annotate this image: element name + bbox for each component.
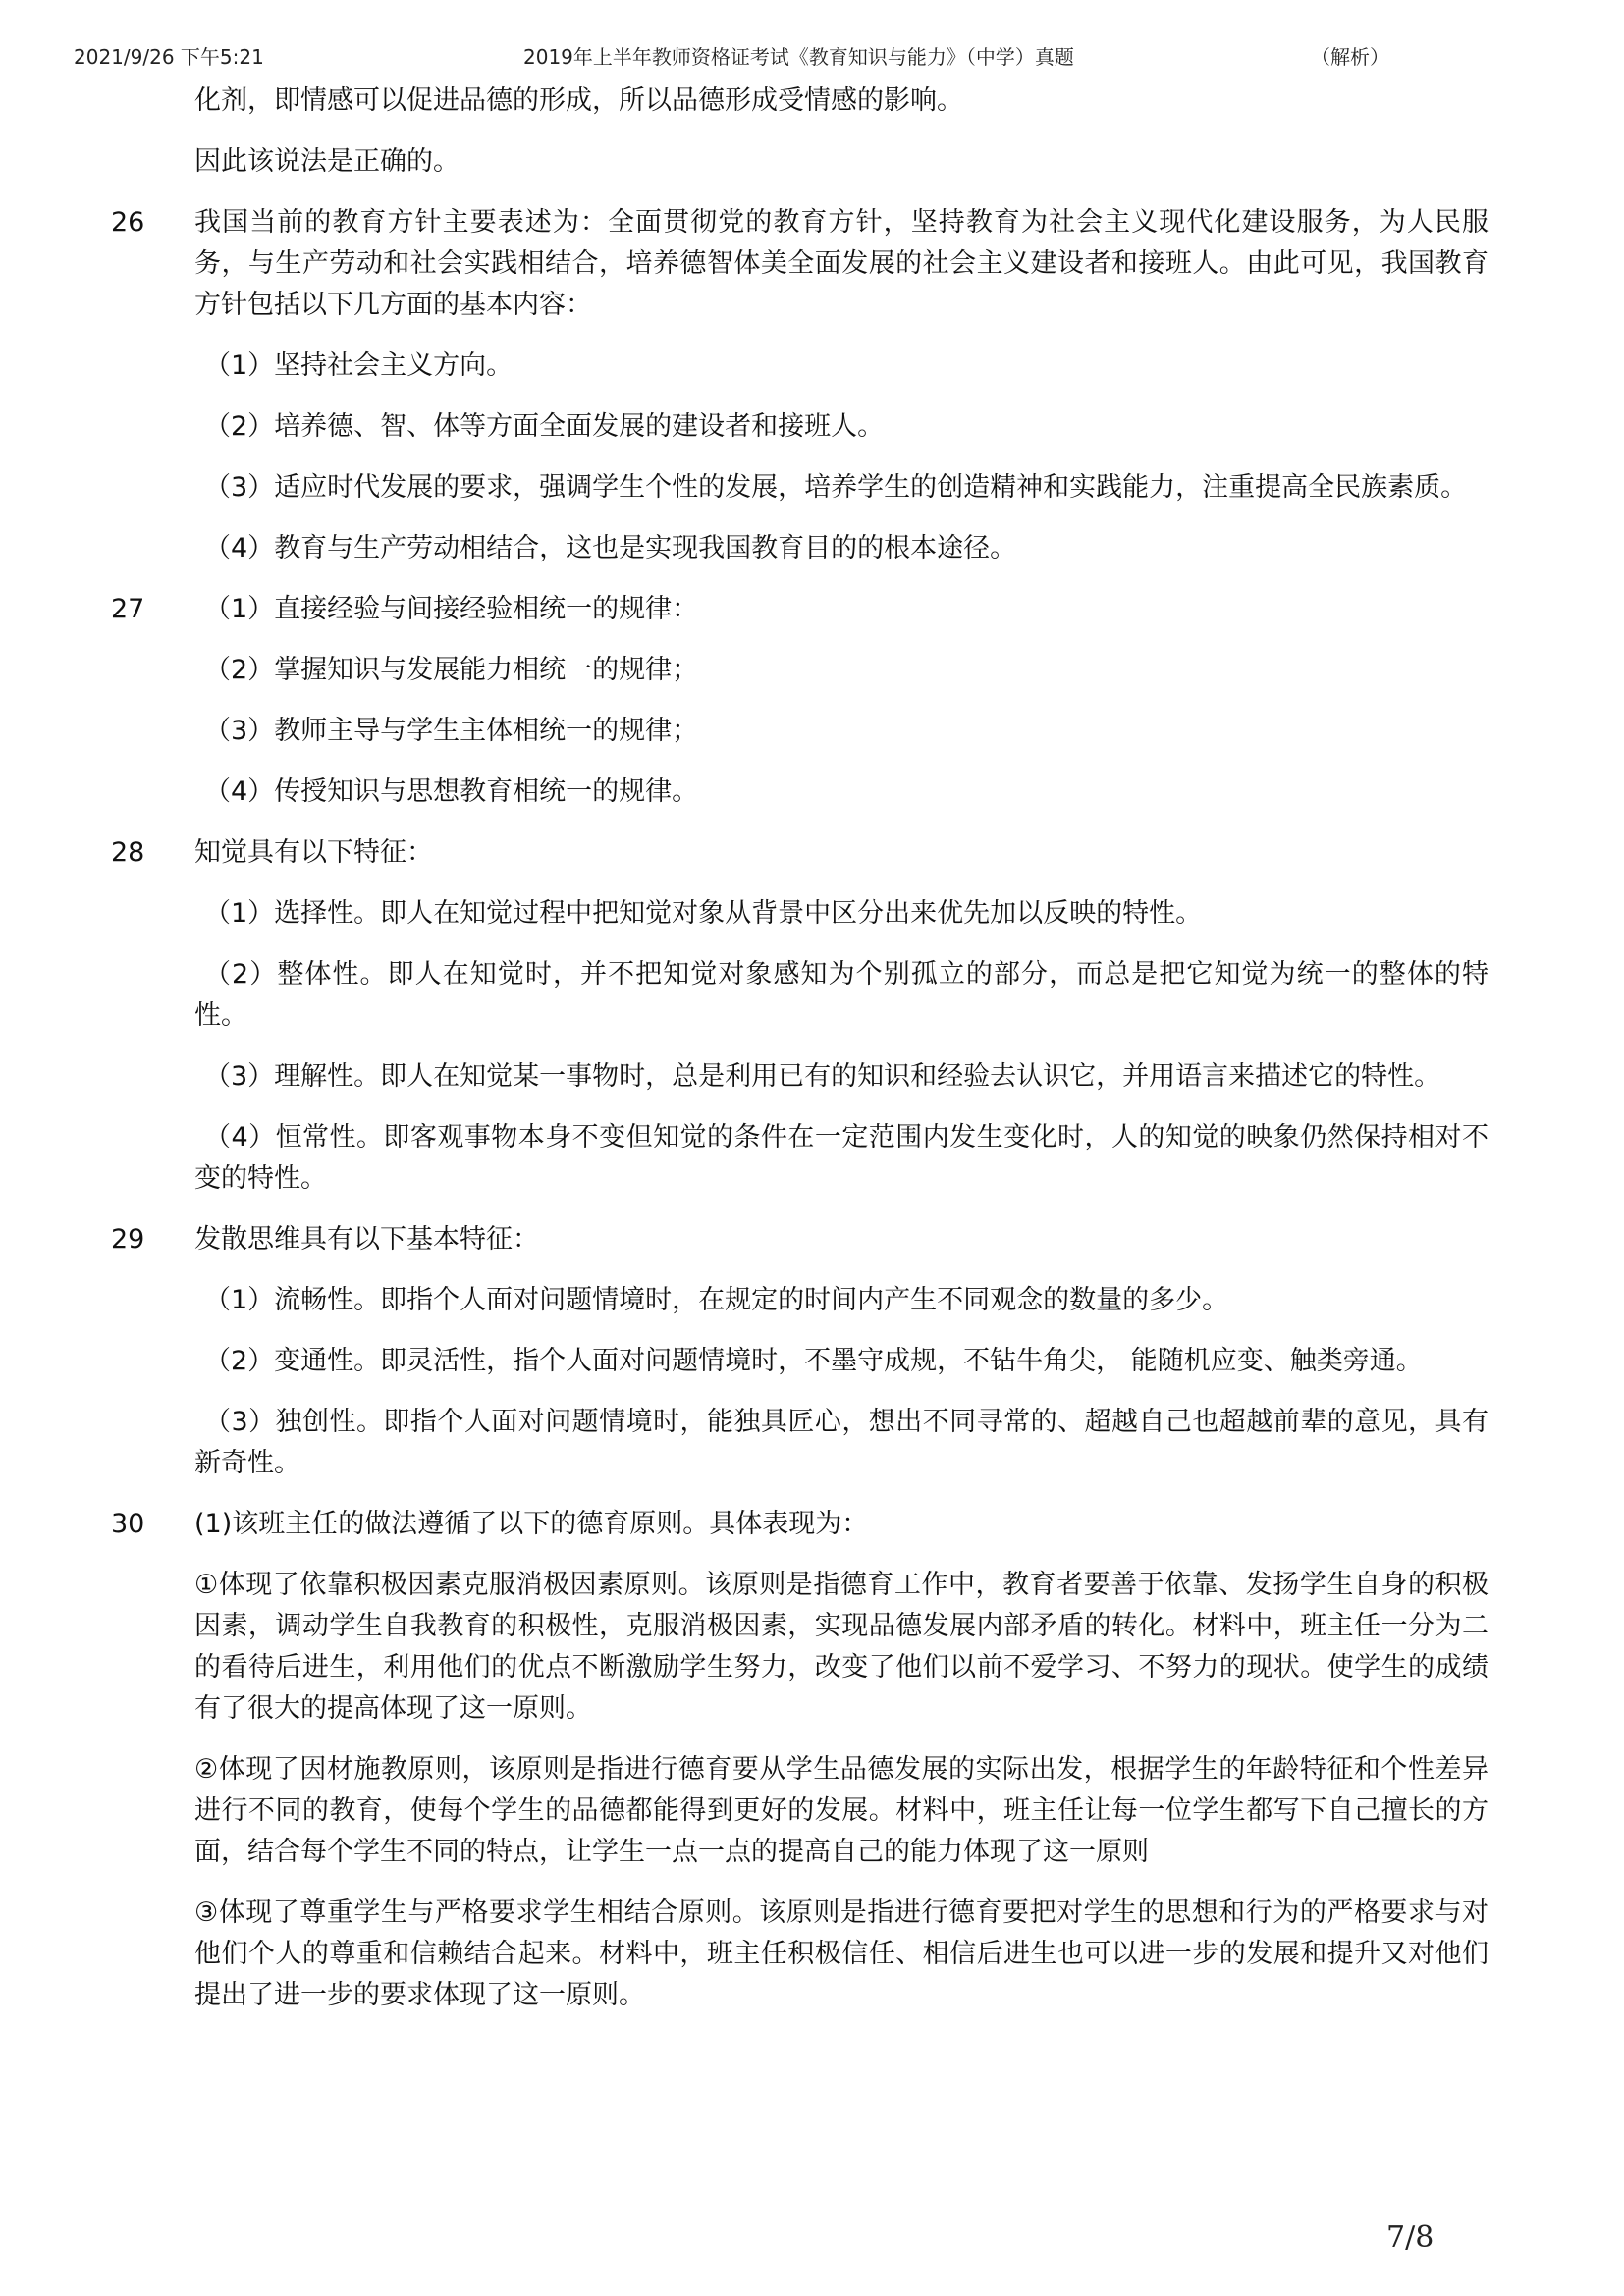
- answer-paragraph: [0, 1117, 1624, 1200]
- answer-content: [0, 80, 1624, 2036]
- paragraph-text: 因此该说法是正确的。: [194, 146, 460, 177]
- answer-paragraph: [0, 406, 1624, 448]
- page-header: [0, 41, 1624, 71]
- answer-paragraph: [0, 650, 1624, 691]
- paragraph-text: （4）传授知识与思想教育相统一的规律。: [204, 776, 699, 807]
- answer-paragraph: [0, 1749, 1624, 1873]
- answer-paragraph: [0, 589, 1624, 630]
- answer-paragraph: [0, 346, 1624, 387]
- page-number: 7/8: [1386, 2220, 1435, 2255]
- answer-paragraph: [0, 711, 1624, 752]
- paragraph-text: （3）理解性。即人在知觉某一事物时，总是利用已有的知识和经验去认识它，并用语言来描述它的特性。: [204, 1061, 1441, 1092]
- paragraph-text: （3）教师主导与学生主体相统一的规律；: [204, 716, 699, 746]
- paragraph-text: 我国当前的教育方针主要表述为：全面贯彻党的教育方针，坚持教育为社会主义现代化建设服务，为人民服务，与生产劳动和社会实践相结合，培养德智体美全面发展的社会主义建设者和接班人。由此可见，我国教育方针包括以下几方面的基本内容：: [194, 207, 1489, 320]
- answer-paragraph: [0, 1341, 1624, 1382]
- question-number: 29: [111, 1224, 145, 1255]
- paragraph-text: （2）变通性。即灵活性，指个人面对问题情境时，不墨守成规，不钻牛角尖， 能随机应变、触类旁通。: [204, 1346, 1423, 1376]
- question-number: 27: [111, 594, 145, 624]
- paragraph-text: 发散思维具有以下基本特征：: [194, 1224, 539, 1255]
- answer-paragraph: [0, 1402, 1624, 1484]
- paragraph-text: （2）整体性。即人在知觉时，并不把知觉对象感知为个别孤立的部分，而总是把它知觉为统一的整体的特性。: [194, 959, 1489, 1031]
- answer-paragraph: [0, 80, 1624, 122]
- answer-paragraph: [0, 528, 1624, 569]
- answer-paragraph: [0, 202, 1624, 326]
- paragraph-text: （1）直接经验与间接经验相统一的规律：: [204, 594, 699, 624]
- document-note: （解析）: [1311, 45, 1389, 69]
- paragraph-text: ①体现了依靠积极因素克服消极因素原则。该原则是指德育工作中，教育者要善于依靠、发扬学生自身的积极因素，调动学生自我教育的积极性，克服消极因素，实现品德发展内部矛盾的转化。材料中，班主任一分为二的看待后进生，利用他们的优点不断激励学生努力，改变了他们以前不爱学习、不努力的现状。使学生的成绩有了很大的提高体现了这一原则。: [194, 1570, 1489, 1724]
- paragraph-text: ②体现了因材施教原则，该原则是指进行德育要从学生品德发展的实际出发，根据学生的年龄特征和个性差异进行不同的教育，使每个学生的品德都能得到更好的发展。材料中，班主任让每一位学生都写下自己擅长的方面，结合每个学生不同的特点，让学生一点一点的提高自己的能力体现了这一原则: [194, 1754, 1489, 1867]
- paragraph-text: 化剂，即情感可以促进品德的形成，所以品德形成受情感的影响。: [194, 85, 963, 116]
- paragraph-text: （3）独创性。即指个人面对问题情境时，能独具匠心，想出不同寻常的、超越自己也超越前辈的意见，具有新奇性。: [194, 1407, 1489, 1478]
- paragraph-text: （4）恒常性。即客观事物本身不变但知觉的条件在一定范围内发生变化时，人的知觉的映象仍然保持相对不变的特性。: [194, 1122, 1489, 1194]
- answer-paragraph: [0, 772, 1624, 813]
- paragraph-text: （3）适应时代发展的要求，强调学生个性的发展，培养学生的创造精神和实践能力，注重提高全民族素质。: [204, 472, 1468, 503]
- question-number: 26: [111, 207, 145, 238]
- answer-paragraph: [0, 1056, 1624, 1097]
- paragraph-text: （1）坚持社会主义方向。: [204, 350, 514, 381]
- print-date: 2021/9/26 下午5:21: [74, 45, 264, 69]
- answer-paragraph: [0, 1219, 1624, 1260]
- question-number: 30: [111, 1509, 145, 1539]
- answer-paragraph: [0, 893, 1624, 934]
- answer-paragraph: [0, 1280, 1624, 1321]
- question-number: 28: [111, 837, 145, 868]
- paragraph-text: （2）掌握知识与发展能力相统一的规律；: [204, 655, 699, 685]
- paragraph-text: （1）选择性。即人在知觉过程中把知觉对象从背景中区分出来优先加以反映的特性。: [204, 898, 1203, 929]
- paragraph-text: （4）教育与生产劳动相结合，这也是实现我国教育目的的根本途径。: [204, 533, 1017, 563]
- answer-paragraph: [0, 141, 1624, 183]
- paragraph-text: （2）培养德、智、体等方面全面发展的建设者和接班人。: [204, 411, 885, 442]
- answer-paragraph: [0, 1504, 1624, 1545]
- document-title: 2019年上半年教师资格证考试《教育知识与能力》（中学）真题: [523, 45, 1074, 69]
- paragraph-text: 知觉具有以下特征：: [194, 837, 433, 868]
- answer-paragraph: [0, 1893, 1624, 2016]
- paragraph-text: ③体现了尊重学生与严格要求学生相结合原则。该原则是指进行德育要把对学生的思想和行为的严格要求与对他们个人的尊重和信赖结合起来。材料中，班主任积极信任、相信后进生也可以进一步的发展和提升又对他们提出了进一步的要求体现了这一原则。: [194, 1897, 1489, 2010]
- paragraph-text: （1）流畅性。即指个人面对问题情境时，在规定的时间内产生不同观念的数量的多少。: [204, 1285, 1229, 1315]
- answer-paragraph: [0, 832, 1624, 874]
- answer-paragraph: [0, 467, 1624, 508]
- paragraph-text: (1)该班主任的做法遵循了以下的德育原则。具体表现为：: [194, 1509, 869, 1539]
- answer-paragraph: [0, 1565, 1624, 1730]
- answer-paragraph: [0, 954, 1624, 1037]
